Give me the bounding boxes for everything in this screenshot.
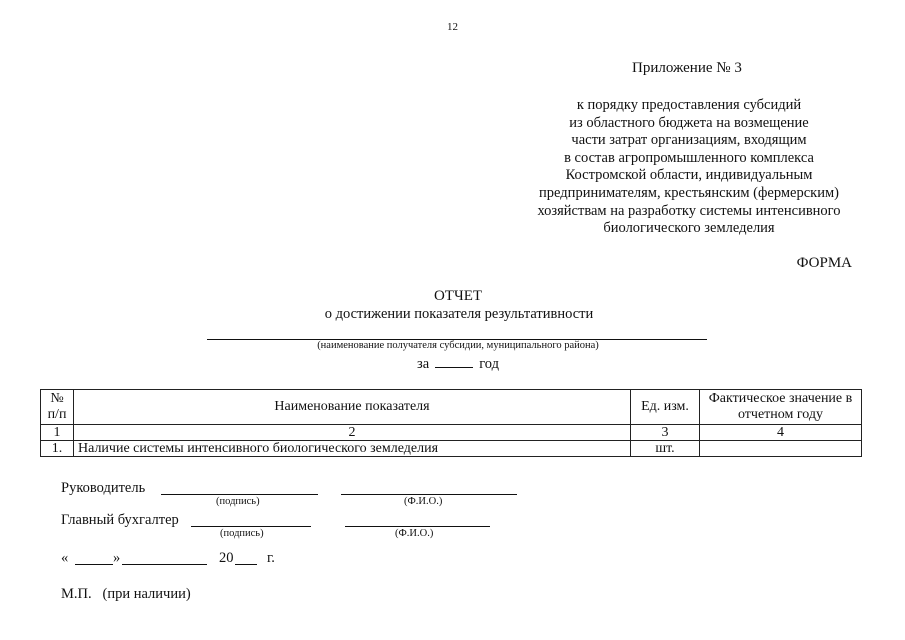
date-close-quote: » xyxy=(113,550,121,566)
header-indicator-name: Наименование показателя xyxy=(74,390,631,425)
appendix-line: Костромской области, индивидуальным xyxy=(565,167,813,184)
stamp-label: М.П. (при наличии) xyxy=(61,586,191,602)
period-prefix: за xyxy=(417,356,430,372)
appendix-line: в состав агропромышленного комплекса xyxy=(564,149,814,166)
header-actual-value: Фактическое значение в отчетном году xyxy=(700,390,862,425)
appendix-description xyxy=(500,97,878,238)
table-header-row xyxy=(41,390,862,425)
report-subtitle: о достижении показателя результативности xyxy=(324,306,594,322)
period-blank xyxy=(435,355,473,368)
row-unit: шт. xyxy=(631,441,700,457)
row-value-cell[interactable] xyxy=(700,441,862,457)
form-label: ФОРМА xyxy=(796,255,852,271)
header-number: № п/п xyxy=(41,390,74,425)
head-signature-line[interactable] xyxy=(161,494,318,495)
period-suffix: год xyxy=(479,356,499,372)
appendix-line: хозяйствам на разработку системы интенсивного xyxy=(537,202,841,219)
date-day-line[interactable] xyxy=(75,564,113,565)
appendix-line: из областного бюджета на возмещение xyxy=(569,114,809,131)
recipient-caption: (наименование получателя субсидии, муниципального района) xyxy=(317,340,599,351)
row-indicator-name: Наличие системы интенсивного биологического земледелия xyxy=(74,441,631,457)
table-numbering-row xyxy=(41,425,862,441)
head-label: Руководитель xyxy=(61,480,146,496)
indicator-table xyxy=(40,389,862,457)
table-row xyxy=(41,441,862,457)
accountant-name-line[interactable] xyxy=(345,526,490,527)
date-year-line[interactable] xyxy=(235,564,257,565)
accountant-label: Главный бухгалтер xyxy=(61,512,179,528)
appendix-title: Приложение № 3 xyxy=(632,60,742,76)
date-open-quote: « xyxy=(61,550,69,566)
column-number: 2 xyxy=(74,425,631,441)
appendix-line: предпринимателям, крестьянским (фермерским) xyxy=(539,184,839,201)
accountant-signature-caption: (подпись) xyxy=(220,528,264,539)
date-year-suffix: г. xyxy=(267,550,275,566)
head-name-line[interactable] xyxy=(341,494,517,495)
column-number: 3 xyxy=(631,425,700,441)
date-year-prefix: 20 xyxy=(219,550,234,566)
report-period xyxy=(0,355,905,373)
head-name-caption: (Ф.И.О.) xyxy=(404,496,443,507)
accountant-signature-line[interactable] xyxy=(191,526,311,527)
accountant-name-caption: (Ф.И.О.) xyxy=(395,528,434,539)
row-number: 1. xyxy=(41,441,74,457)
column-number: 1 xyxy=(41,425,74,441)
appendix-line: к порядку предоставления субсидий xyxy=(576,97,802,113)
column-number: 4 xyxy=(700,425,862,441)
report-title: ОТЧЕТ xyxy=(433,288,483,304)
appendix-line: части затрат организациям, входящим xyxy=(571,132,807,149)
page-number: 12 xyxy=(447,21,458,33)
appendix-line: биологического земледелия xyxy=(603,220,775,237)
head-signature-caption: (подпись) xyxy=(216,496,260,507)
date-month-line[interactable] xyxy=(122,564,207,565)
header-unit: Ед. изм. xyxy=(631,390,700,425)
